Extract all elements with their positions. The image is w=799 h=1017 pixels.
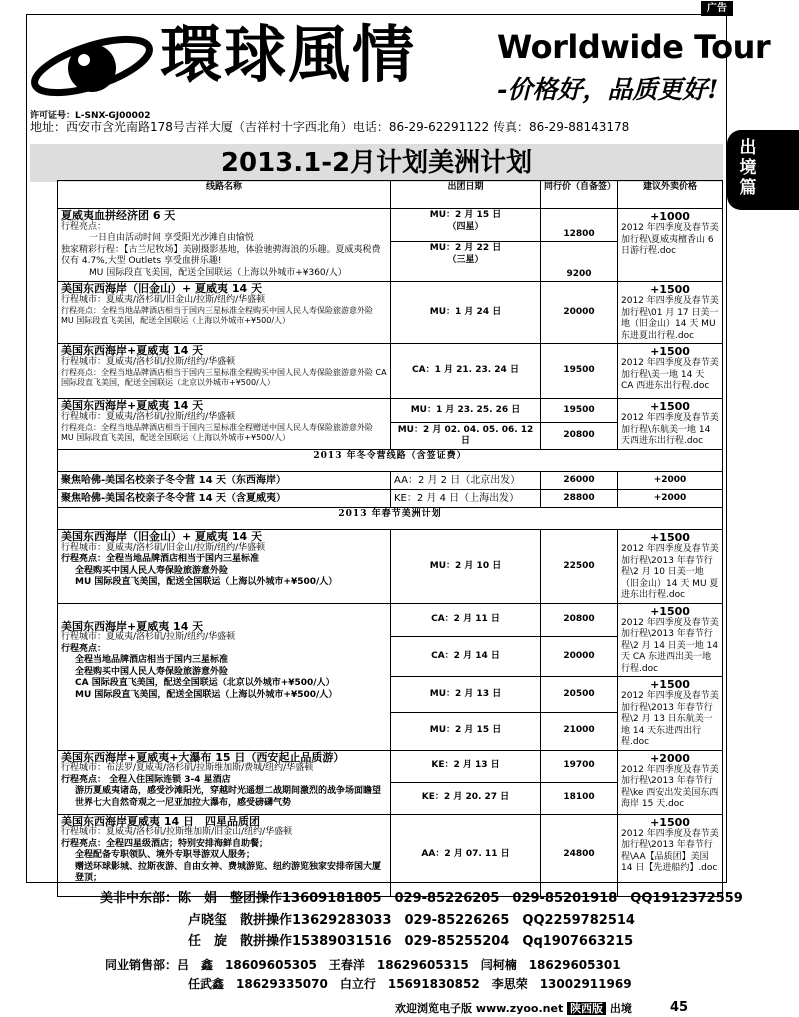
header-suggest: 建议外卖价格 (618, 181, 723, 209)
route-line: 行程亮点：全程四星级酒店；特别安排海鲜自助餐； (61, 838, 269, 849)
suggest-cell (618, 750, 723, 814)
side-tab-char: 境 (739, 158, 757, 178)
suggest-price: +2000 (650, 751, 690, 765)
table-row (58, 344, 723, 399)
route-line: 行程亮点：全程当地品牌酒店相当于国内三星标准全程购买中国人民人寿保险旅游意外险 MU 国际段直飞美国，配送全国联运（上海以外城市+¥500/人） (61, 306, 373, 325)
route-line: CA 国际段直飞美国，配送全国联运（北京以外城市+¥500/人） (75, 678, 335, 688)
contact-line: 任武鑫 18629335070 白立行 15691830852 李思荣 13002911969 (188, 977, 632, 991)
route-name: 美国东西海岸+夏威夷+大瀑布 15 日（西安起止品质游） (61, 750, 345, 764)
contact-line: 卢晓玺 散拼操作13629283033 029-85226265 QQ2259782514 (188, 913, 635, 928)
table-row (58, 209, 723, 242)
footer-edition-badge: 陕西版 (567, 1002, 606, 1015)
suggest-price: +1500 (650, 400, 690, 413)
route-cell (58, 399, 391, 450)
date-cell: MU：2 月 15 日 (391, 712, 541, 750)
side-tab-char: 出 (739, 138, 757, 158)
suggest-file: 2012 年四季度及春节美加行程\2013 年春节行程\2 月 10 日美一地（旧金山）14 天 MU 夏进东出行程.doc (621, 544, 719, 600)
price-cell: 20800 (541, 423, 618, 450)
suggest-file: 2012 年四季度及春节美加行程\2013 年春节行程\2 月 13 日东航美一地 14 天东进西出行程.doc (621, 691, 719, 747)
contact-line: 任 旋 散拼操作15389031516 029-85255204 Qq1907663215 (188, 934, 634, 949)
route-line: 行程亮点：全程当地品牌酒店相当于国内三星标准全程赠送中国人民人寿保险旅游意外险 MU 国际段直飞美国，配送全国联运（上海以外城市+¥500/人） (61, 423, 373, 442)
suggest-cell (618, 814, 723, 896)
price-cell: 21000 (541, 712, 618, 750)
suggest-file: 2012 年四季度及春节美加行程\美一地 14 天 CA 西进东出行程.doc (621, 358, 719, 391)
suggest-cell: +2000 (618, 490, 723, 508)
suggest-price: +1500 (650, 604, 690, 618)
table-row (58, 530, 723, 604)
table-row (58, 603, 723, 636)
route-line: 全程购买中国人民人寿保险旅游意外险 (75, 666, 229, 677)
route-line: 行程城市：夏威夷/洛杉矶/拉斯维加斯/旧金山/纽约/华盛顿 (61, 827, 293, 837)
table-row (58, 472, 723, 490)
suggest-cell (618, 344, 723, 399)
brand-slogan: -价格好，品质更好! (497, 75, 719, 104)
table-row (58, 282, 723, 344)
globe-logo-icon (28, 24, 156, 110)
header-route: 线路名称 (58, 181, 391, 209)
section-side-tab (727, 130, 799, 210)
section-header-row (58, 508, 723, 530)
brand-name-en: Worldwide Tour (497, 28, 771, 66)
price-cell: 9200 (541, 242, 618, 282)
route-line: MU 国际段直飞美国，配送全国联运（上海以外城市+¥500/人） (75, 577, 338, 587)
price-cell: 26000 (541, 472, 618, 490)
footer-text: 欢迎浏览电子版 www.zyoo.net (395, 1002, 564, 1015)
route-cell (58, 814, 391, 896)
table-row (58, 814, 723, 896)
price-cell: 19700 (541, 750, 618, 782)
suggest-file: 2012 年四季度及春节美加行程\夏威夷檀香山 6 日游行程.doc (621, 223, 719, 256)
route-line: 独家精彩行程：【古兰尼牧场】美剧摄影基地，体验驰骋海浪的乐趣。夏威夷税费仅有 4.7%,大型 Outlets 享受血拼乐趣! (61, 244, 381, 266)
route-name: 美国东西海岸（旧金山）+ 夏威夷 14 天 (61, 282, 263, 295)
route-cell (58, 750, 391, 814)
price-cell: 24800 (541, 814, 618, 896)
date-cell (391, 242, 541, 282)
price-cell: 20000 (541, 636, 618, 676)
route-name: 美国东西海岸+夏威夷 14 天 (61, 619, 204, 633)
route-name: 聚焦哈佛-美国名校亲子冬令营 14 天（东西海岸） (58, 472, 391, 490)
route-line: 行程城市：夏威夷/洛杉矶/拉斯/纽约/华盛顿 (61, 632, 236, 642)
date-cell: KE：2 月 13 日 (391, 750, 541, 782)
date-note: （四星） (447, 221, 484, 232)
route-line: 一日自由活动时间 享受阳光沙滩自由愉悦 (89, 233, 254, 243)
date-cell: MU：1 月 23. 25. 26 日 (391, 399, 541, 423)
page-number: 45 (670, 1000, 689, 1015)
suggest-cell (618, 603, 723, 677)
suggest-file: 2012 年四季度及春节美加行程\东航美一地 14 天西进东出行程.doc (621, 413, 719, 446)
date-cell: CA：2 月 14 日 (391, 636, 541, 676)
section-title-winter: 2013 年冬令营线路（含签证费） (58, 450, 723, 472)
route-line: 行程城市：夏威夷/洛杉矶/旧金山/拉斯/纽约/华盛顿 (61, 294, 266, 305)
side-tab-char: 篇 (739, 178, 757, 198)
route-name: 美国东西海岸（旧金山）+ 夏威夷 14 天 (61, 530, 263, 543)
suggest-cell (618, 209, 723, 282)
suggest-price: +1500 (650, 678, 690, 691)
price-cell: 28800 (541, 490, 618, 508)
page-title: 2013.1-2月计划美洲计划 (220, 148, 533, 178)
suggest-cell (618, 530, 723, 604)
route-line: 全程配备专职领队、境外专职导游双人服务； (75, 850, 256, 860)
date-text: MU：2 月 22 日 (429, 243, 502, 253)
date-cell: CA：2 月 11 日 (391, 603, 541, 636)
contact-line: 美非中东部：陈 娟 整团操作13609181805 029-85226205 029-85201918 QQ1912372559 (100, 891, 743, 906)
header-price: 同行价（自备签） (541, 181, 618, 209)
route-line: 全程购买中国人民人寿保险旅游意外险 (75, 565, 229, 576)
date-text: MU：2 月 15 日 (429, 210, 502, 220)
suggest-file: 2012 年四季度及春节美加行程\2013 年春节行程\AA【品质团】美国 14 日【先进船约】.doc (621, 828, 719, 873)
route-cell (58, 209, 391, 282)
table-row (58, 750, 723, 782)
ad-tag: 广告 (701, 1, 733, 16)
date-cell: MU：2 月 10 日 (391, 530, 541, 604)
price-cell: 22500 (541, 530, 618, 604)
route-line: 行程亮点：全程当地品牌酒店相当于国内三星标准全程购买中国人民人寿保险旅游意外险 CA 国际段直飞美国，配送全国联运（北京以外城市+¥500/人） (61, 368, 387, 387)
price-cell: 12800 (541, 209, 618, 242)
route-name: 聚焦哈佛-美国名校亲子冬令营 14 天（含夏威夷） (58, 490, 391, 508)
date-cell: MU：1 月 24 日 (391, 282, 541, 344)
suggest-cell: +2000 (618, 472, 723, 490)
price-cell: 19500 (541, 344, 618, 399)
header-date: 出团日期 (391, 181, 541, 209)
suggest-price: +1500 (650, 283, 690, 296)
footer (395, 1000, 632, 1016)
price-cell: 20800 (541, 603, 618, 636)
route-line: 行程亮点： 全程入住国际连锁 3-4 星酒店 (61, 774, 231, 785)
license-number: 许可证号：L-SNX-GJ00002 (30, 111, 151, 121)
date-cell: MU：2 月 02. 04. 05. 06. 12 日 (391, 423, 541, 450)
route-name: 美国东西海岸+夏威夷 14 天 (61, 344, 204, 357)
price-cell: 20500 (541, 677, 618, 713)
route-line: 行程城市：夏威夷/洛杉矶/拉斯/纽约/华盛顿 (61, 411, 236, 422)
footer-label: 出境 (609, 1002, 632, 1015)
table-row (58, 490, 723, 508)
route-line: 赠送环球影城、拉斯夜游、自由女神、费城游览、纽约游览独家安排帝国大厦登顶； (75, 861, 382, 883)
suggest-price: +1500 (650, 345, 690, 358)
contact-line: 同业销售部：吕 鑫 18609605305 王春洋 18629605315 闫柯楠 18629605301 (105, 958, 621, 972)
route-line: 全程当地品牌酒店相当于国内三星标准 (75, 655, 229, 665)
date-cell: AA：2 月 2 日（北京出发） (391, 472, 541, 490)
route-line: MU 国际段直飞美国，配送全国联运（上海以外城市+¥360/人） (89, 267, 347, 278)
route-name: 夏威夷血拼经济团 6 天 (61, 209, 176, 222)
suggest-cell (618, 399, 723, 450)
price-cell: 19500 (541, 399, 618, 423)
route-line: 行程城市：夏威夷/洛杉矶/拉斯/纽约/华盛顿 (61, 356, 236, 367)
date-cell: MU：2 月 13 日 (391, 677, 541, 713)
itinerary-table (57, 180, 723, 897)
suggest-price: +1500 (650, 815, 690, 829)
route-line: 行程城市：夏威夷/洛杉矶/旧金山/拉斯/纽约/华盛顿 (61, 542, 266, 553)
date-cell: AA：2 月 07. 11 日 (391, 814, 541, 896)
address-line: 地址：西安市含光南路178号吉祥大厦（吉祥村十字西北角）电话：86-29-62291122 传真：86-29-88143178 (30, 120, 630, 134)
table-row (58, 399, 723, 423)
date-note: （三星） (447, 254, 484, 265)
suggest-file: 2012 年四季度及春节美加行程\01 月 17 日美一地（旧金山）14 天 MU 东进夏出行程.doc (621, 296, 719, 341)
route-line: 行程亮点：全程当地品牌酒店相当于国内三星标准 (61, 554, 260, 564)
table-header-row (58, 181, 723, 209)
suggest-cell (618, 677, 723, 751)
price-cell: 20000 (541, 282, 618, 344)
section-header-row (58, 450, 723, 472)
route-line: MU 国际段直飞美国，配送全国联运（上海以外城市+¥500/人） (75, 689, 338, 700)
route-line: 游历夏威夷诸岛，感受沙滩阳光，穿越时光遥想二战期间激烈的战争场面瞻望世界七大自然奇观之一尼亚加拉大瀑布，感受磅礴气势 (75, 786, 382, 808)
suggest-price: +1000 (650, 210, 690, 223)
route-cell (58, 344, 391, 399)
date-cell: CA：1 月 21. 23. 24 日 (391, 344, 541, 399)
route-line: 行程亮点： (61, 643, 107, 654)
date-cell (391, 209, 541, 242)
route-cell (58, 530, 391, 604)
route-line: 行程城市：布法罗/夏威夷/洛杉矶/拉斯维加斯/费城/纽约/华盛顿 (61, 763, 314, 773)
suggest-file: 2012 年四季度及春节美加行程\2013 年春节行程\2 月 14 日美一地 14 天 CA 东进西出美一地行程.doc (621, 617, 719, 674)
date-cell: KE：2 月 4 日（上海出发） (391, 490, 541, 508)
route-name: 美国东西海岸夏威夷 14 日 四星品质团 (61, 814, 260, 828)
route-name: 美国东西海岸+夏威夷 14 天 (61, 399, 204, 412)
brand-name-cn: 環球風情 (160, 18, 417, 91)
route-line: 行程亮点： (61, 221, 107, 232)
suggest-price: +1500 (650, 531, 690, 544)
section-title-spring: 2013 年春节美洲计划 (58, 508, 723, 530)
route-cell (58, 603, 391, 750)
date-cell: KE：2 月 20. 27 日 (391, 782, 541, 814)
price-cell: 18100 (541, 782, 618, 814)
suggest-file: 2012 年四季度及春节美加行程\2013 年春节行程\ke 西安出发美国东西海岸 15 天.doc (621, 764, 719, 809)
route-cell (58, 282, 391, 344)
suggest-cell (618, 282, 723, 344)
